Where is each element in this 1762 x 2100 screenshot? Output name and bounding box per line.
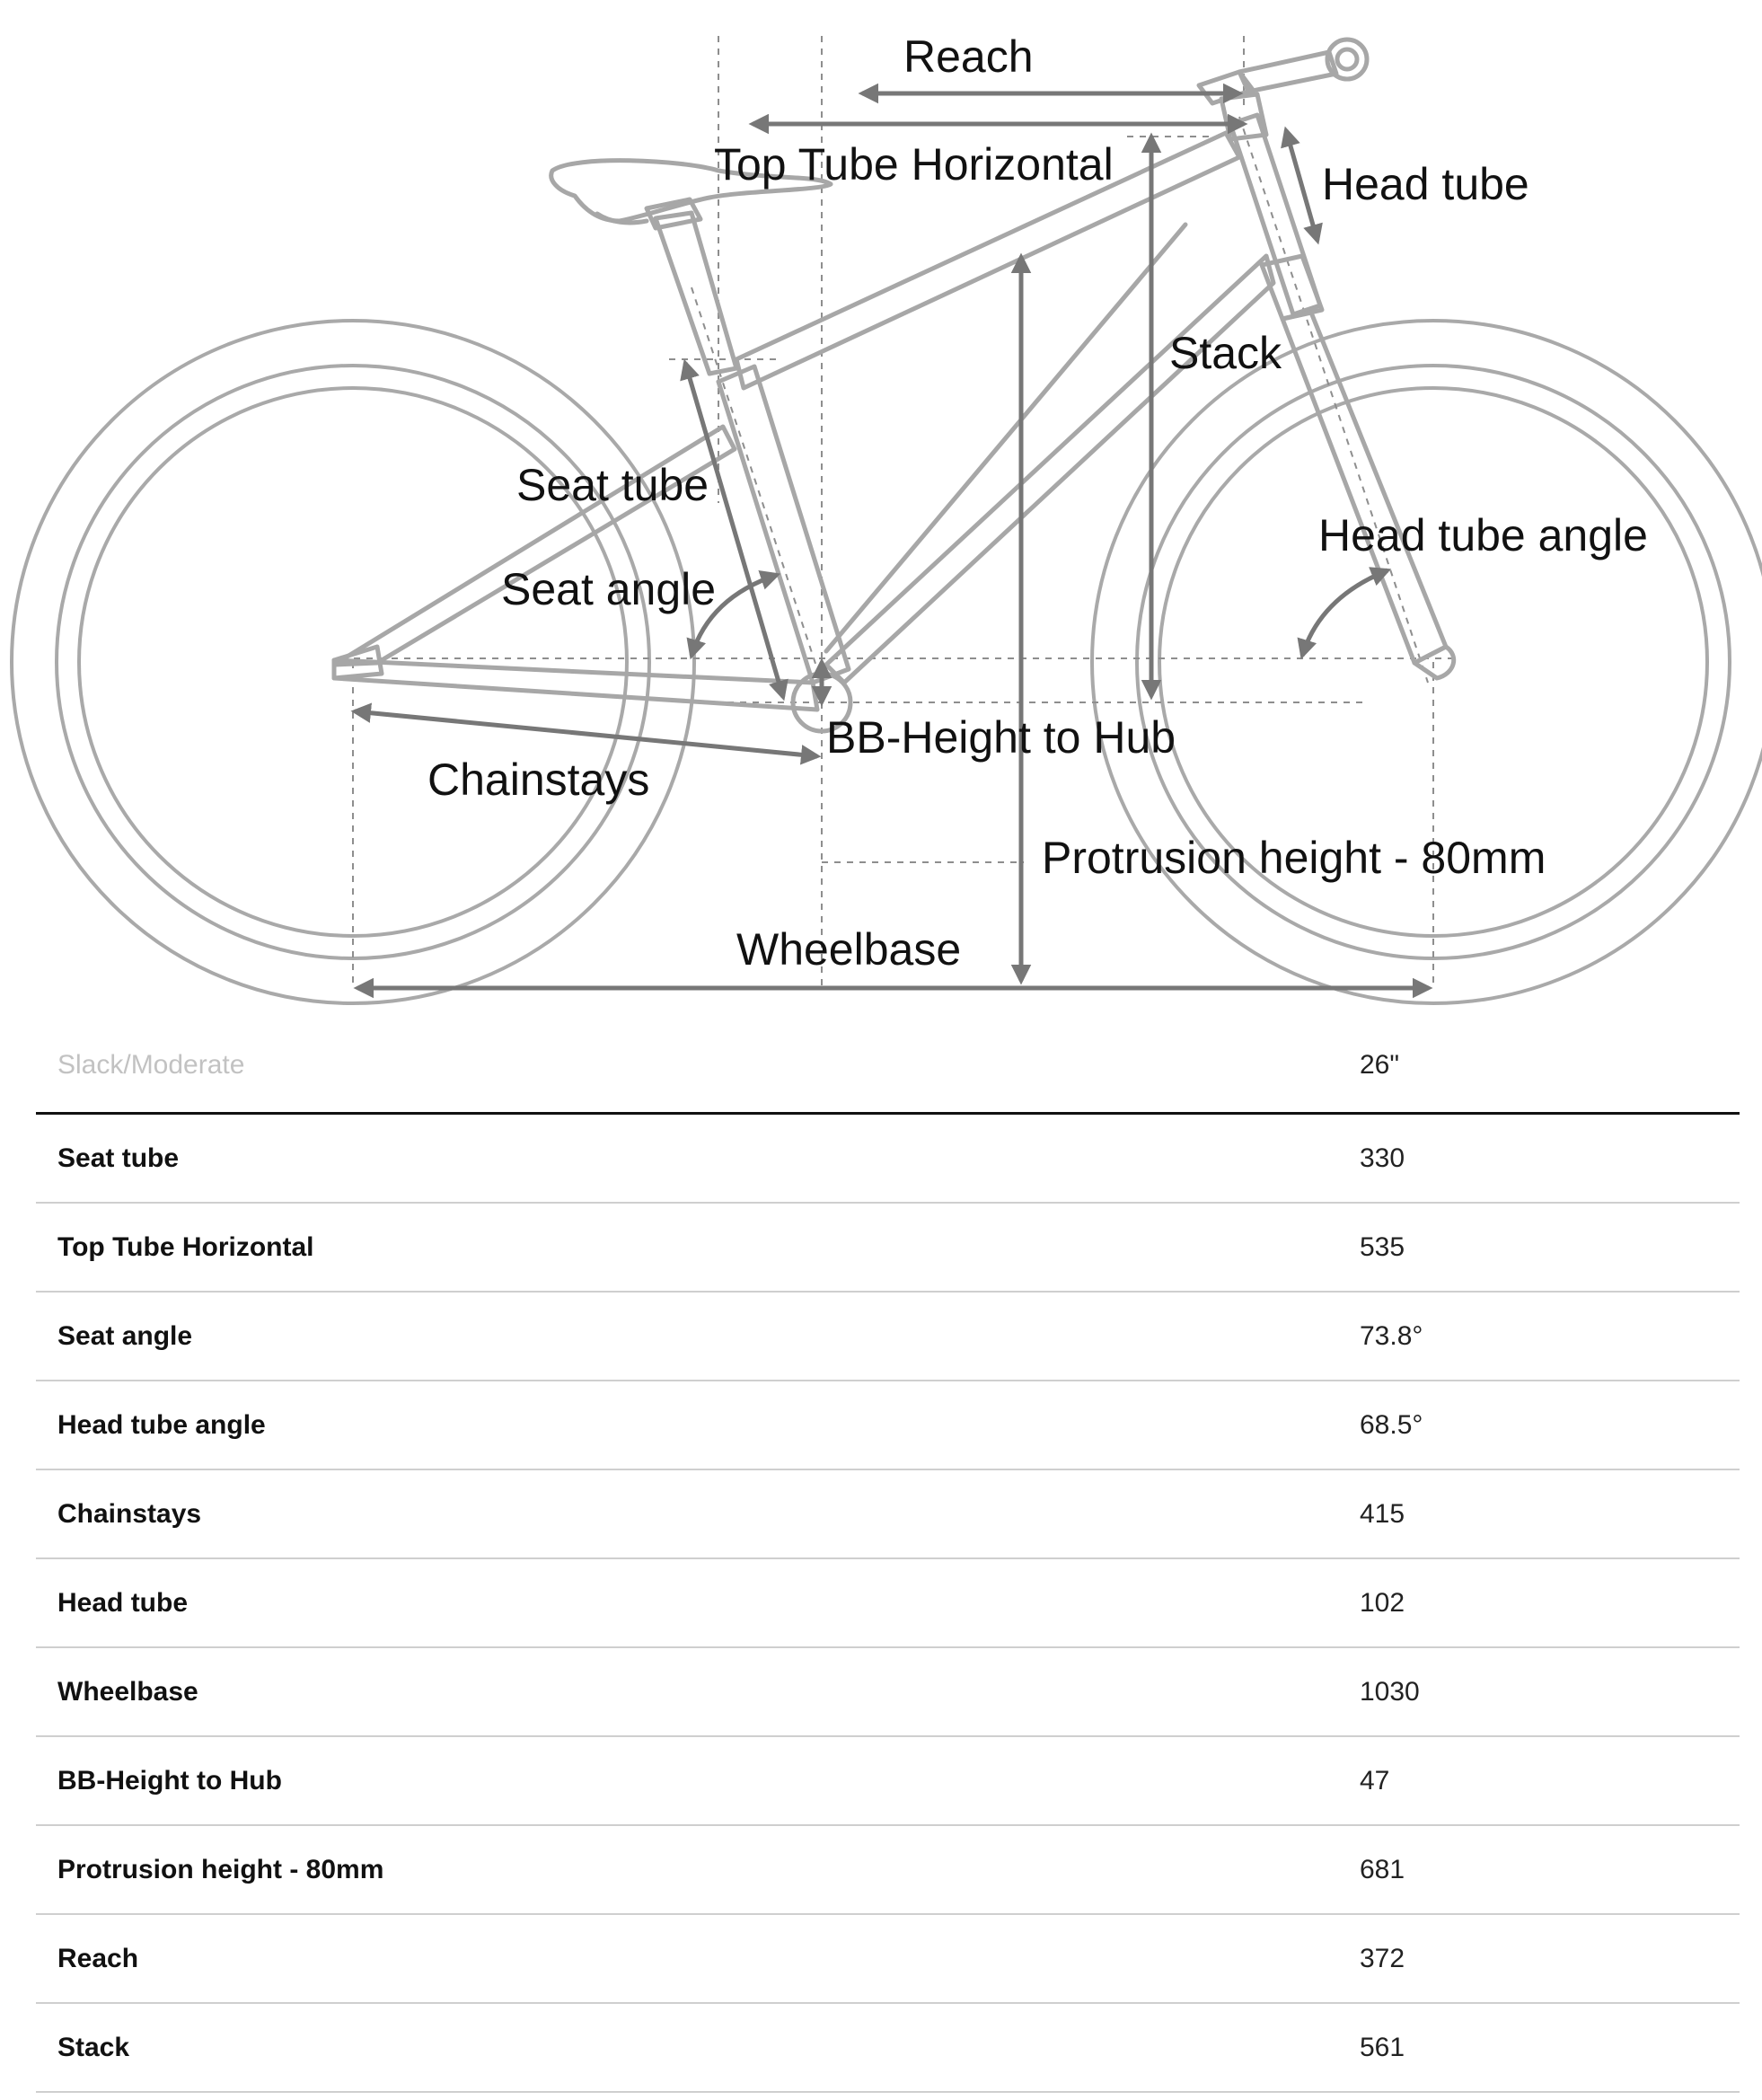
- bike-geometry-diagram: [0, 0, 1762, 1015]
- table-row: [36, 2004, 1740, 2093]
- geometry-table: [36, 1015, 1740, 2093]
- head-tube-angle-arrow: [1302, 570, 1388, 656]
- row-label: Wheelbase: [57, 1676, 198, 1707]
- row-label: Head tube: [57, 1587, 189, 1618]
- head-tube-arrow: [1286, 130, 1317, 241]
- table-row: [36, 1293, 1740, 1381]
- row-label: Stack: [57, 2032, 130, 2062]
- label-head-tube-angle: Head tube angle: [1318, 510, 1648, 560]
- table-header: [36, 1015, 1740, 1115]
- table-row: [36, 1470, 1740, 1559]
- label-protrusion-height: Protrusion height - 80mm: [1042, 833, 1546, 883]
- row-value: 681: [1360, 1854, 1405, 1884]
- row-value: 561: [1360, 2032, 1405, 2062]
- table-row: [36, 1737, 1740, 1826]
- wheel-size-header: 26": [1360, 1050, 1400, 1080]
- label-chainstays: Chainstays: [427, 754, 650, 805]
- table-row: [36, 1559, 1740, 1648]
- row-value: 68.5°: [1360, 1409, 1423, 1440]
- row-value: 372: [1360, 1943, 1405, 1973]
- row-value: 73.8°: [1360, 1320, 1423, 1351]
- label-stack: Stack: [1169, 328, 1282, 378]
- row-value: 47: [1360, 1765, 1390, 1796]
- row-label: Reach: [57, 1943, 139, 1973]
- table-row: [36, 1204, 1740, 1293]
- table-row: [36, 1381, 1740, 1470]
- row-label: Seat angle: [57, 1320, 193, 1351]
- front-wheel: [1092, 321, 1762, 1003]
- row-label: Chainstays: [57, 1498, 202, 1529]
- row-label: Top Tube Horizontal: [57, 1231, 314, 1262]
- label-wheelbase: Wheelbase: [736, 924, 962, 975]
- geometry-variant-label: Slack/Moderate: [57, 1050, 245, 1080]
- table-row: [36, 1115, 1740, 1204]
- table-row: [36, 1826, 1740, 1915]
- row-label: Seat tube: [57, 1143, 180, 1173]
- row-value: 535: [1360, 1231, 1405, 1262]
- row-value: 415: [1360, 1498, 1405, 1529]
- label-head-tube: Head tube: [1322, 159, 1529, 209]
- label-reach: Reach: [903, 31, 1034, 82]
- row-value: 102: [1360, 1587, 1405, 1618]
- label-seat-tube: Seat tube: [516, 460, 709, 510]
- label-bb-height-to-hub: BB-Height to Hub: [826, 712, 1176, 763]
- row-label: Head tube angle: [57, 1409, 266, 1440]
- label-top-tube-horizontal: Top Tube Horizontal: [714, 139, 1114, 190]
- row-value: 1030: [1360, 1676, 1420, 1707]
- table-row: [36, 1648, 1740, 1737]
- row-label: BB-Height to Hub: [57, 1765, 282, 1796]
- table-row: [36, 1915, 1740, 2004]
- label-seat-angle: Seat angle: [501, 564, 717, 614]
- row-value: 330: [1360, 1143, 1405, 1173]
- chainstays-arrow: [355, 711, 817, 756]
- row-label: Protrusion height - 80mm: [57, 1854, 384, 1884]
